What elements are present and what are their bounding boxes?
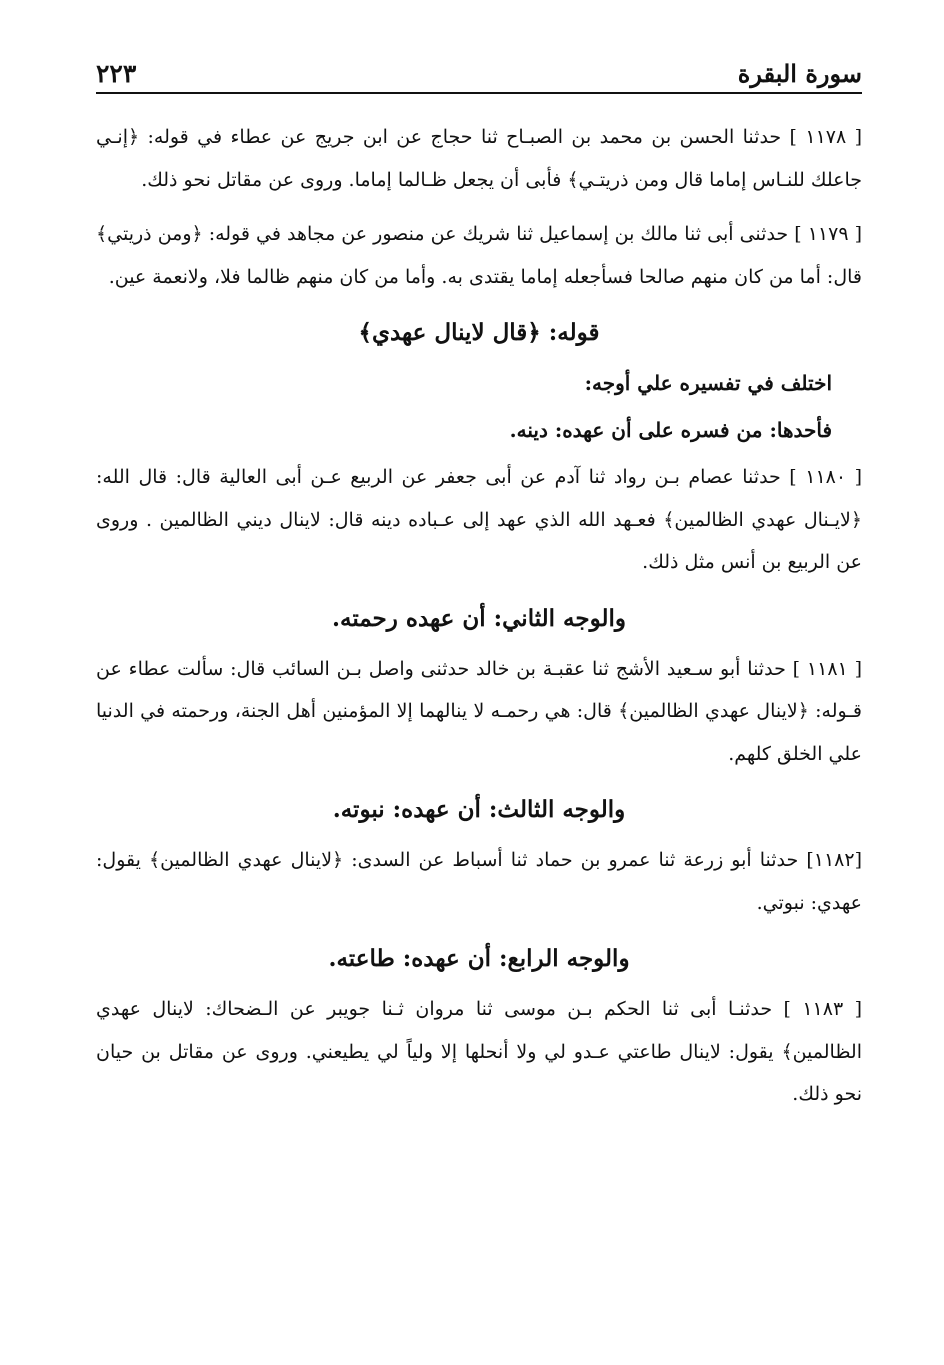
hadith-1183: [ ١١٨٣ ] حدثنـا أبى ثنا الحكم بـن موسى ثنا مروان ثـنا جويبر عن الـضحاك: لاينال عهدي الظالمين﴾ يقول: لاينال طاعتي عـدو لي ولا أنحلها إلا ولياً لي يطيعني. وروى عن مقاتل بن حيان نحو ذلك. — [96, 998, 863, 1105]
subheading-intro: اختلف في تفسيره علي أوجه: — [584, 371, 832, 395]
hadith-1181: [ ١١٨١ ] حدثنا أبو سـعيد الأشج ثنا عقبـة بن خالد حدثنى واصل بـن السائب قال: سألت عطاء عن قـوله: ﴿لاينال عهدي الظالمين﴾ قال: هي رحمـه لا ينالهما إلا المؤمنين أهل الجنة، ورحمته في الدنيا علي الخلق كلهم. — [96, 657, 863, 765]
section-heading-fourth: والوجه الرابع: أن عهده: طاعته. — [328, 945, 630, 972]
hadith-1182: [١١٨٢] حدثنا أبو زرعة ثنا عمرو بن حماد ثنا أسباط عن السدى: ﴿لاينال عهدي الظالمين﴾ يقول: عهدي: نبوتي. — [96, 849, 862, 914]
page-header — [96, 56, 862, 94]
hadith-1180: [ ١١٨٠ ] حدثنا عصام بـن رواد ثنا آدم عن أبى جعفر عن الربيع عـن أبى العالية قال: قال الله: ﴿لايـنال عهدي الظالمين﴾ فعـهد الله الذي عهد إلى عـباده دينه قال: لاينال ديني الظالمين . وروى عن الربيع بن أنس مثل ذلك. — [96, 466, 863, 573]
page-number: ٢٢٣ — [96, 59, 137, 88]
section-heading-second: والوجه الثاني: أن عهده رحمته. — [331, 604, 626, 632]
page-body — [96, 116, 862, 1128]
subheading-first-aspect: فأحدها: من فسره على أن عهده: دينه. — [509, 418, 832, 442]
section-heading-verse: قوله: ﴿قال لاينال عهدي﴾ — [358, 319, 600, 346]
hadith-1179: [ ١١٧٩ ] حدثنى أبى ثنا مالك بن إسماعيل ثنا شريك عن منصور عن مجاهد في قوله: ﴿ومن ذريتي﴾ قال: أما من كان منهم صالحا فسأجعله إماما يقتدى به. وأما من كان منهم ظالما فلا، ولانعمة عين. — [96, 223, 863, 288]
surah-title: سورة البقرة — [737, 59, 862, 88]
hadith-1178: [ ١١٧٨ ] حدثنا الحسن بن محمد بن الصبـاح ثنا حجاج عن ابن جريج عن عطاء في قوله: ﴿إنـي جاعلك للنـاس إماما قال ومن ذريتـي﴾ فأبى أن يجعل ظـالما إماما. وروى عن مقاتل نحو ذلك. — [96, 126, 863, 191]
section-heading-third: والوجه الثالث: أن عهده: نبوته. — [332, 796, 626, 823]
